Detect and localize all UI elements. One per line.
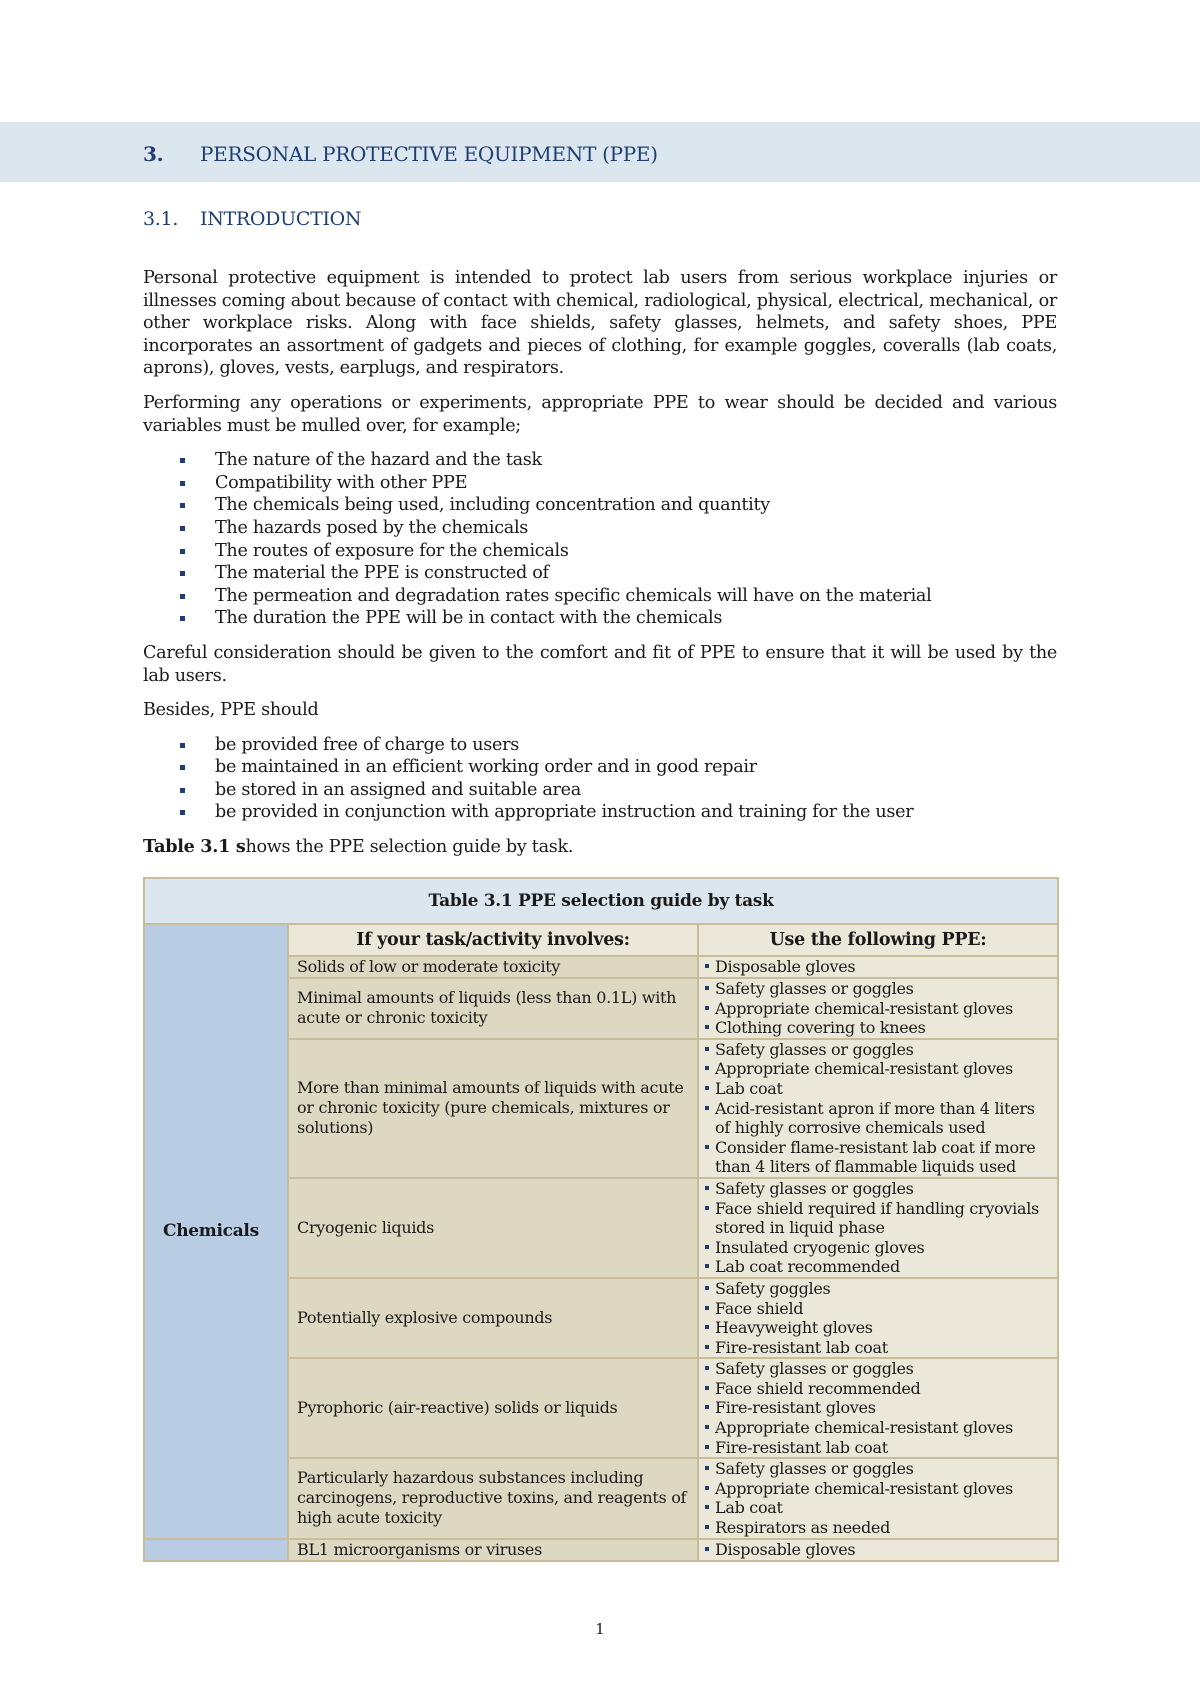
section-heading — [143, 142, 658, 166]
ppe-item: Lab coat recommended — [707, 1257, 1049, 1277]
ppe-cell — [698, 1278, 1058, 1358]
column-header-ppe: Use the following PPE: — [698, 924, 1058, 956]
ppe-item: Safety glasses or goggles — [707, 1459, 1049, 1479]
table-reference-bold: Table 3.1 s — [143, 836, 246, 858]
list-item: be stored in an assigned and suitable area — [143, 779, 1057, 802]
task-cell: Pyrophoric (air-reactive) solids or liquids — [288, 1358, 698, 1458]
ppe-item: Disposable gloves — [707, 957, 1049, 977]
ppe-item: Appropriate chemical-resistant gloves — [707, 1418, 1049, 1438]
ppe-item: Acid-resistant apron if more than 4 liters of highly corrosive chemicals used — [707, 1099, 1049, 1138]
list-item: Compatibility with other PPE — [143, 472, 1057, 495]
ppe-item: Disposable gloves — [707, 1540, 1049, 1560]
table-header-row — [144, 924, 1058, 956]
ppe-item: Respirators as needed — [707, 1518, 1049, 1538]
ppe-cell — [698, 1358, 1058, 1458]
ppe-item: Appropriate chemical-resistant gloves — [707, 1479, 1049, 1499]
variables-paragraph: Performing any operations or experiments, appropriate PPE to wear should be decided and various variables must be mulled over, for example; — [143, 392, 1057, 436]
ppe-item: Insulated cryogenic gloves — [707, 1238, 1049, 1258]
ppe-item: Safety glasses or goggles — [707, 1040, 1049, 1060]
task-cell: More than minimal amounts of liquids with acute or chronic toxicity (pure chemicals, mixtures or solutions) — [288, 1039, 698, 1178]
subsection-number: 3.1. — [143, 208, 179, 230]
ppe-item: Appropriate chemical-resistant gloves — [707, 1059, 1049, 1079]
task-cell: BL1 microorganisms or viruses — [288, 1539, 698, 1561]
ppe-cell — [698, 1539, 1058, 1561]
task-cell: Solids of low or moderate toxicity — [288, 956, 698, 978]
task-cell: Minimal amounts of liquids (less than 0.1L) with acute or chronic toxicity — [288, 978, 698, 1039]
list-item: The hazards posed by the chemicals — [143, 517, 1057, 540]
task-cell: Particularly hazardous substances including carcinogens, reproductive toxins, and reagents of high acute toxicity — [288, 1458, 698, 1538]
list-item: be maintained in an efficient working order and in good repair — [143, 756, 1057, 779]
column-header-task: If your task/activity involves: — [288, 924, 698, 956]
list-item: The routes of exposure for the chemicals — [143, 540, 1057, 563]
section-number: 3. — [143, 142, 164, 166]
section-title: PERSONAL PROTECTIVE EQUIPMENT (PPE) — [200, 142, 658, 166]
list-item: The permeation and degradation rates specific chemicals will have on the material — [143, 585, 1057, 608]
ppe-item: Appropriate chemical-resistant gloves — [707, 999, 1049, 1019]
ppe-cell — [698, 956, 1058, 978]
list-item: The nature of the hazard and the task — [143, 449, 1057, 472]
list-item: The chemicals being used, including concentration and quantity — [143, 494, 1057, 517]
ppe-item: Face shield required if handling cryovials stored in liquid phase — [707, 1199, 1049, 1238]
table-reference-paragraph — [143, 836, 1057, 859]
table-reference-rest: hows the PPE selection guide by task. — [245, 837, 574, 858]
variables-list — [143, 449, 1057, 630]
table-caption: Table 3.1 PPE selection guide by task — [144, 878, 1058, 924]
ppe-item: Consider flame-resistant lab coat if more than 4 liters of flammable liquids used — [707, 1138, 1049, 1177]
subsection-heading — [143, 208, 361, 230]
comfort-paragraph: Careful consideration should be given to the comfort and fit of PPE to ensure that it will be used by the lab users. — [143, 642, 1057, 686]
subsection-title: INTRODUCTION — [200, 208, 362, 230]
ppe-cell — [698, 1178, 1058, 1278]
ppe-item: Fire-resistant gloves — [707, 1398, 1049, 1418]
ppe-item: Face shield recommended — [707, 1379, 1049, 1399]
ppe-cell — [698, 978, 1058, 1039]
page-number: 1 — [595, 1620, 605, 1638]
ppe-item: Lab coat — [707, 1079, 1049, 1099]
ppe-item: Safety glasses or goggles — [707, 1179, 1049, 1199]
ppe-item: Face shield — [707, 1299, 1049, 1319]
table-caption-row — [144, 878, 1058, 924]
ppe-item: Safety glasses or goggles — [707, 979, 1049, 999]
ppe-item: Safety glasses or goggles — [707, 1359, 1049, 1379]
category-cell: Chemicals — [144, 924, 288, 1539]
ppe-item: Fire-resistant lab coat — [707, 1438, 1049, 1458]
body-text — [143, 267, 1057, 871]
task-cell: Potentially explosive compounds — [288, 1278, 698, 1358]
table-row — [144, 1539, 1058, 1561]
ppe-item: Fire-resistant lab coat — [707, 1338, 1049, 1358]
ppe-item: Clothing covering to knees — [707, 1018, 1049, 1038]
ppe-selection-table — [143, 877, 1059, 1562]
ppe-cell — [698, 1458, 1058, 1538]
list-item: The duration the PPE will be in contact with the chemicals — [143, 607, 1057, 630]
ppe-should-list — [143, 734, 1057, 824]
category-cell-empty — [144, 1539, 288, 1561]
list-item: be provided in conjunction with appropriate instruction and training for the user — [143, 801, 1057, 824]
intro-paragraph: Personal protective equipment is intended to protect lab users from serious workplace injuries or illnesses coming about because of contact with chemical, radiological, physical, electrical, mechanical, or other workplace risks. Along with face shields, safety glasses, helmets, and safety shoes, PPE incorporates an assortment of gadgets and pieces of clothing, for example goggles, coveralls (lab coats, aprons), gloves, vests, earplugs, and respirators. — [143, 268, 1057, 379]
besides-paragraph: Besides, PPE should — [143, 700, 319, 721]
task-cell: Cryogenic liquids — [288, 1178, 698, 1278]
ppe-cell — [698, 1039, 1058, 1178]
ppe-item: Lab coat — [707, 1498, 1049, 1518]
ppe-item: Heavyweight gloves — [707, 1318, 1049, 1338]
list-item: The material the PPE is constructed of — [143, 562, 1057, 585]
list-item: be provided free of charge to users — [143, 734, 1057, 757]
ppe-item: Safety goggles — [707, 1279, 1049, 1299]
